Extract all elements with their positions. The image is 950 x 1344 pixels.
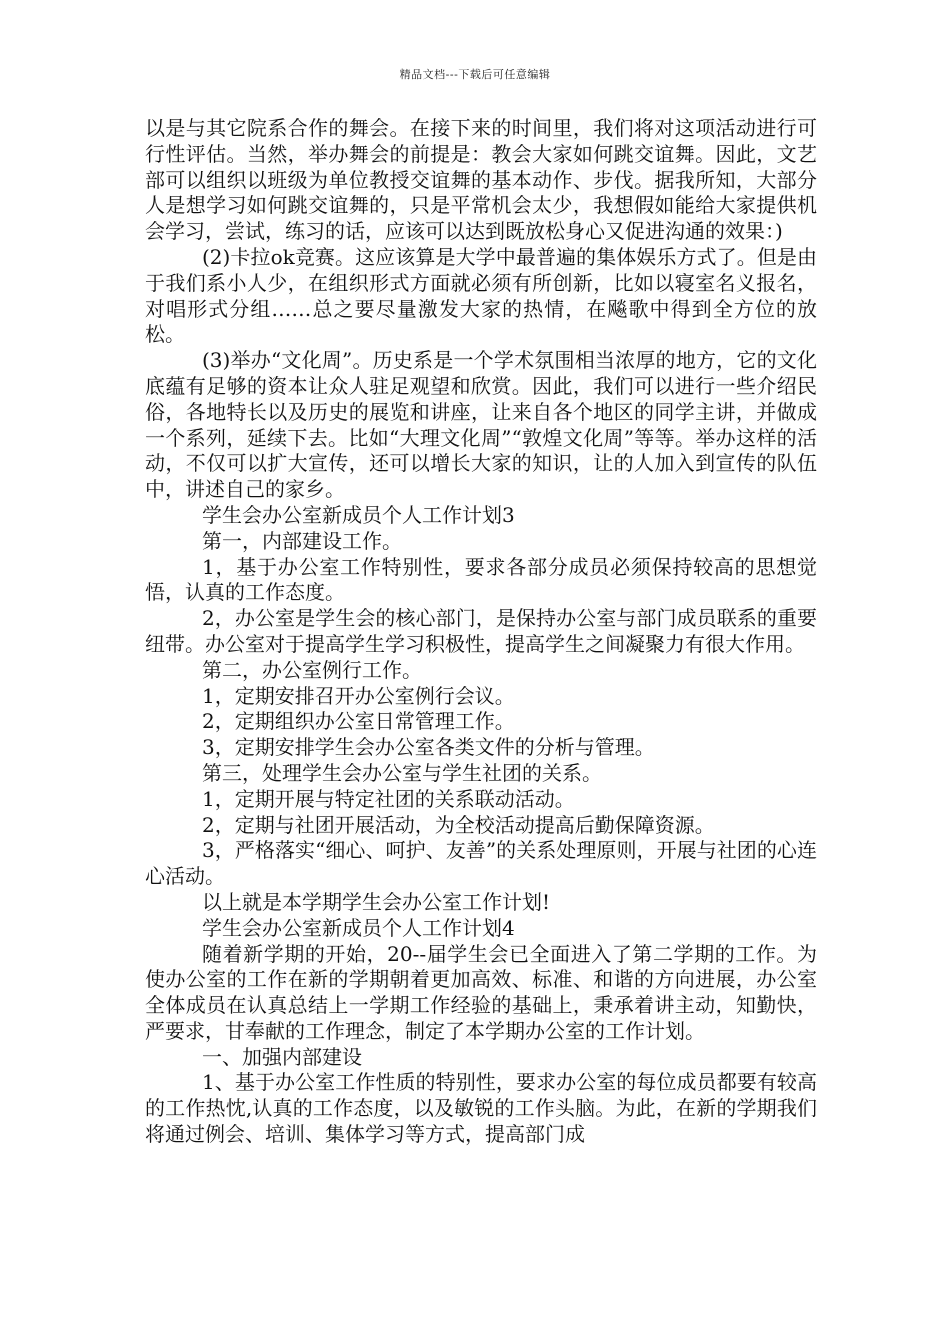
document-body (145, 116, 817, 1148)
paragraph-intro-plan-4: 随着新学期的开始，20--届学生会已全面进入了第二学期的工作。为使办公室的工作在新的学期朝着更加高效、标准、和谐的方向进展，办公室全体成员在认真总结上一学期工作经验的基础上，秉承着讲主动，知勤快，严要求，甘奉献的工作理念，制定了本学期办公室的工作计划。 (145, 941, 817, 1043)
paragraph-heading-second: 第二，办公室例行工作。 (202, 657, 422, 682)
paragraph-karaoke: (2)卡拉ok竞赛。这应该算是大学中最普遍的集体娱乐方式了。但是由于我们系小人少，在组织形式方面就必须有所创新，比如以寝室名义报名，对唱形式分组……总之要尽量激发大家的热情，在飚歌中得到全方位的放松。 (145, 244, 817, 347)
paragraph-heading-internal: 一、加强内部建设 (202, 1044, 362, 1069)
section-title-plan-4: 学生会办公室新成员个人工作计划4 (202, 915, 515, 940)
paragraph-item: 1，定期开展与特定社团的关系联动活动。 (202, 786, 575, 811)
paragraph-item: 3，定期安排学生会办公室各类文件的分析与管理。 (202, 735, 655, 760)
paragraph-item: 2，办公室是学生会的核心部门，是保持办公室与部门成员联系的重要纽带。办公室对于提高学生学习积极性，提高学生之间凝聚力有很大作用。 (145, 606, 817, 656)
paragraph-item: 1，定期安排召开办公室例行会议。 (202, 683, 515, 708)
paragraph-item: 1、基于办公室工作性质的特别性，要求办公室的每位成员都要有较高的工作热忱,认真的工作态度，以及敏锐的工作头脑。为此，在新的学期我们将通过例会、培训、集体学习等方式，提高部门成 (145, 1070, 817, 1147)
paragraph-item: 2，定期组织办公室日常管理工作。 (202, 709, 515, 734)
paragraph-culture-week: (3)举办“文化周”。历史系是一个学术氛围相当浓厚的地方，它的文化底蕴有足够的资本让众人驻足观望和欣赏。因此，我们可以进行一些介绍民俗，各地特长以及历史的展览和讲座，让来自各个地区的同学主讲，并做成一个系列，延续下去。比如“大理文化周”“敦煌文化周”等等。举办这样的活动，不仅可以扩大宣传，还可以增长大家的知识，让的人加入到宣传的队伍中，讲述自己的家乡。 (145, 348, 817, 502)
paragraph-conclusion: 以上就是本学期学生会办公室工作计划! (202, 889, 551, 914)
paragraph-item: 1，基于办公室工作特别性，要求各部分成员必须保持较高的思想觉悟，认真的工作态度。 (145, 554, 817, 605)
section-title-plan-3: 学生会办公室新成员个人工作计划3 (202, 502, 515, 527)
paragraph-item: 3，严格落实“细心、呵护、友善”的关系处理原则，开展与社团的心连心活动。 (145, 838, 817, 889)
paragraph-heading-first: 第一，内部建设工作。 (202, 528, 402, 553)
paragraph-item: 2，定期与社团开展活动，为全校活动提高后勤保障资源。 (202, 812, 715, 837)
page-header: 精品文档---下载后可任意编辑 (399, 68, 551, 81)
paragraph-dance-party: 以是与其它院系合作的舞会。在接下来的时间里，我们将对这项活动进行可行性评估。当然，举办舞会的前提是：教会大家如何跳交谊舞。因此，文艺部可以组织以班级为单位教授交谊舞的基本动作、步伐。据我所知，大部分人是想学习如何跳交谊舞的，只是平常机会太少，我想假如能给大家提供机会学习，尝试，练习的话，应该可以达到既放松身心又促进沟通的效果：) (145, 116, 817, 244)
paragraph-heading-third: 第三，处理学生会办公室与学生社团的关系。 (202, 760, 602, 785)
